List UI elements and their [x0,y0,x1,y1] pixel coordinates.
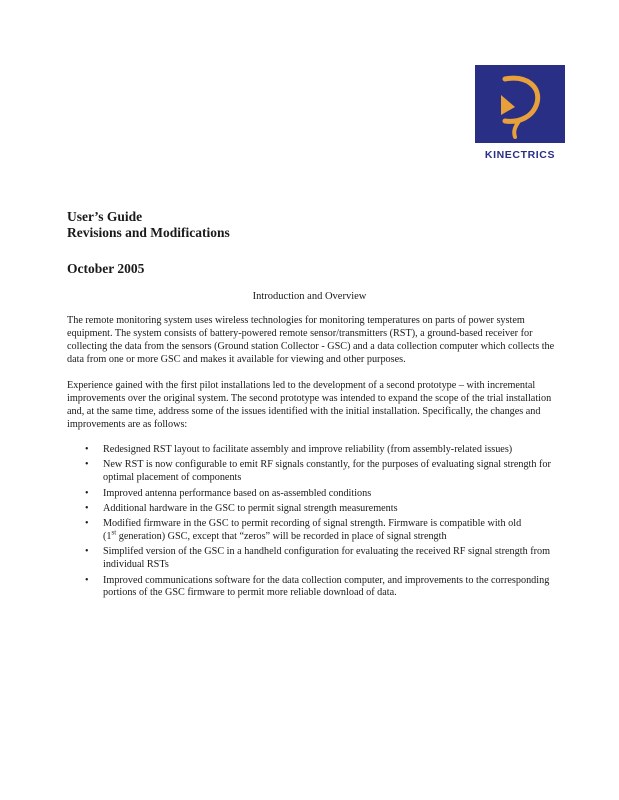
list-item-text: Improved antenna performance based on as-assembled conditions [103,487,372,499]
bullet-icon: • [85,444,89,455]
bullet-icon: • [85,546,89,558]
section-heading: Introduction and Overview [252,291,367,302]
list-item-text: Redesigned RST layout to facilitate assembly and improve reliability (from assembly-related issues) [103,444,513,455]
title-line-2: Revisions and Modifications [67,225,230,240]
kinectrics-logo-icon [475,65,565,143]
improvements-list [67,444,555,603]
generation-suffix: generation) GSC, except that “zeros” will be recorded in place of signal strength [116,531,447,542]
list-item [67,503,555,516]
bullet-icon: • [85,502,89,514]
experience-paragraph: Experience gained with the first pilot installations led to the development of a second prototype – with incremental improvements over the original system. The second prototype was intended to expand the scope of the trial installation and, at the same time, address some of the issues identified with the initial installation. Specifically, the changes and improvements are as follows: [67,380,552,430]
bullet-icon: • [85,518,89,530]
bullet-icon: • [85,574,89,586]
document-title [67,209,230,241]
list-item [67,488,555,501]
generation-prefix: (1 [103,531,112,542]
document-date: October 2005 [67,261,145,276]
logo-wordmark: KINECTRICS [484,149,556,161]
list-item-text: Additional hardware in the GSC to permit signal strength measurements [103,502,398,514]
list-item-text: New RST is now configurable to emit RF signals constantly, for the purposes of evaluating signal strength for optimal placement of components [103,459,551,484]
list-item [67,518,555,544]
list-item-text-continued [103,528,447,542]
list-item-text: Simplifed version of the GSC in a handheld configuration for evaluating the received RF signal strength from individual RSTs [103,546,551,571]
list-item-text: Modified firmware in the GSC to permit recording of signal strength. Firmware is compatible with old [103,518,522,530]
kinectrics-logo [475,65,565,161]
title-line-1: User’s Guide [67,209,143,224]
list-item [67,444,555,457]
list-item [67,546,555,572]
list-item-text: Improved communications software for the data collection computer, and improvements to the corresponding portions of the GSC firmware to permit more reliable download of data. [103,574,550,599]
ordinal-superscript: st [111,528,117,537]
intro-paragraph: The remote monitoring system uses wireless technologies for monitoring temperatures on parts of power system equipment. The system consists of battery-powered remote sensor/transmitters (RST), a ground-based receiver for collecting the data from the sensors (Ground station Collector - GSC) and a data collection computer which collects the data from one or more GSC and makes it available for viewing and other purposes. [67,315,555,365]
list-item [67,575,555,601]
list-item [67,459,555,485]
bullet-icon: • [85,487,89,499]
bullet-icon: • [85,459,89,471]
